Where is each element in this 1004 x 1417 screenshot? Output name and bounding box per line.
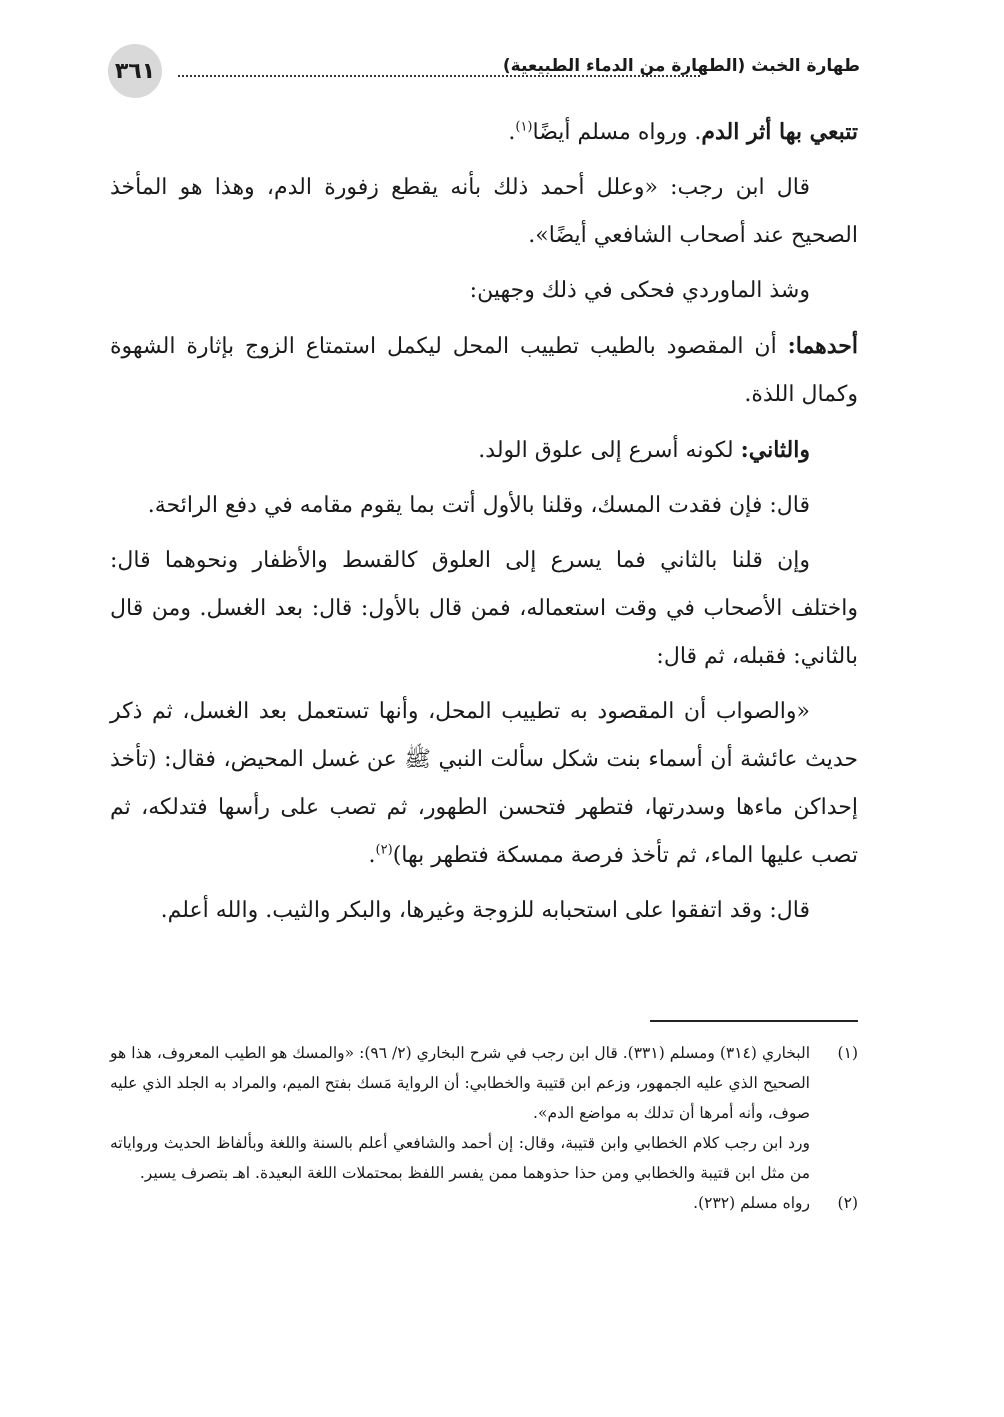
footnote-2 bbox=[110, 1188, 858, 1218]
paragraph-6: قال: فإن فقدت المسك، وقلنا بالأول أتت بما يقوم مقامه في دفع الرائحة. bbox=[147, 493, 810, 518]
paragraph-5-bold: والثاني: bbox=[740, 437, 810, 463]
paragraph-3: وشذ الماوردي فحكى في ذلك وجهين: bbox=[469, 278, 810, 303]
footnote-line: البخاري (٣١٤) ومسلم (٣٣١). قال ابن رجب في شرح البخاري (٢/ ٩٦): «والمسك هو الطيب المعروف، هذا هو الصحيح الذي عليه الجمهور، وزعم ابن قتيبة والخطابي: أن الرواية مَسك بفتح الميم، والمراد به الجلد الذي عليه صوف، وأنه أمرها أن تدلك به مواضع الدم». bbox=[110, 1044, 810, 1122]
paragraph-5-text: لكونه أسرع إلى علوق الولد. bbox=[478, 438, 741, 463]
page-number: ٣٦١ bbox=[108, 44, 162, 98]
paragraph-1-bold: تتبعي بها أثر الدم bbox=[701, 119, 858, 145]
footnote-line: ورد ابن رجب كلام الخطابي وابن قتيبة، وقال: إن أحمد والشافعي أعلم بالسنة واللغة وبألفاظ الحديث ورواياته من مثل ابن قتيبة والخطابي ومن حذا حذوهما ممن يفسر اللفظ بمحتملات اللغة البعيدة. اهـ بتصرف يسير. bbox=[110, 1134, 810, 1182]
footnotes bbox=[110, 1038, 858, 1218]
paragraph-1 bbox=[110, 108, 858, 157]
header-dotted-leader bbox=[178, 75, 700, 77]
paragraph-7: وإن قلنا بالثاني فما يسرع إلى العلوق كالقسط والأظفار ونحوهما قال: واختلف الأصحاب في وقت استعماله، فمن قال بالأول: قال: بعد الغسل. ومن قال بالثاني: فقبله، ثم قال: bbox=[110, 548, 858, 669]
footnote-separator bbox=[650, 1020, 858, 1022]
main-text bbox=[110, 108, 858, 942]
paragraph-9: قال: وقد اتفقوا على استحبابه للزوجة وغيرها، والبكر والثيب. والله أعلم. bbox=[160, 898, 810, 923]
paragraph-1-end: . bbox=[508, 120, 516, 145]
page-header bbox=[108, 44, 860, 100]
paragraph-8-text: «والصواب أن المقصود به تطييب المحل، وأنها تستعمل بعد الغسل، ثم ذكر حديث عائشة أن أسماء بنت شكل سألت النبي ﷺ عن غسل المحيض، فقال: (تأخذ إحداكن ماءها وسدرتها، فتطهر فتحسن الطهور، ثم تصب على رأسها فتدلكه، ثم تصب عليها الماء، ثم تأخذ فرصة ممسكة فتطهر بها) bbox=[110, 699, 858, 868]
paragraph-5 bbox=[110, 426, 858, 475]
footnote-1 bbox=[110, 1038, 858, 1188]
paragraph-4 bbox=[110, 322, 858, 419]
footnote-ref-1: (١) bbox=[515, 119, 533, 135]
running-title: طهارة الخبث (الطهارة من الدماء الطبيعية) bbox=[502, 56, 860, 76]
paragraph-4-text: أن المقصود بالطيب تطييب المحل ليكمل استمتاع الزوج بإثارة الشهوة وكمال اللذة. bbox=[110, 334, 858, 407]
footnote-body bbox=[110, 1188, 810, 1218]
paragraph-8-end: . bbox=[368, 843, 376, 868]
footnote-number: (٢) bbox=[837, 1194, 858, 1212]
footnote-ref-2: (٢) bbox=[375, 842, 393, 858]
paragraph-2: قال ابن رجب: «وعلل أحمد ذلك بأنه يقطع زفورة الدم، وهذا هو المأخذ الصحيح عند أصحاب الشافعي أيضًا». bbox=[110, 175, 858, 248]
footnote-body bbox=[110, 1038, 810, 1188]
footnote-line: رواه مسلم (٢٣٢). bbox=[693, 1194, 810, 1212]
paragraph-1-text: . ورواه مسلم أيضًا bbox=[532, 120, 702, 145]
paragraph-4-bold: أحدهما: bbox=[787, 333, 858, 359]
footnote-number: (١) bbox=[837, 1044, 858, 1062]
paragraph-8 bbox=[110, 688, 858, 880]
